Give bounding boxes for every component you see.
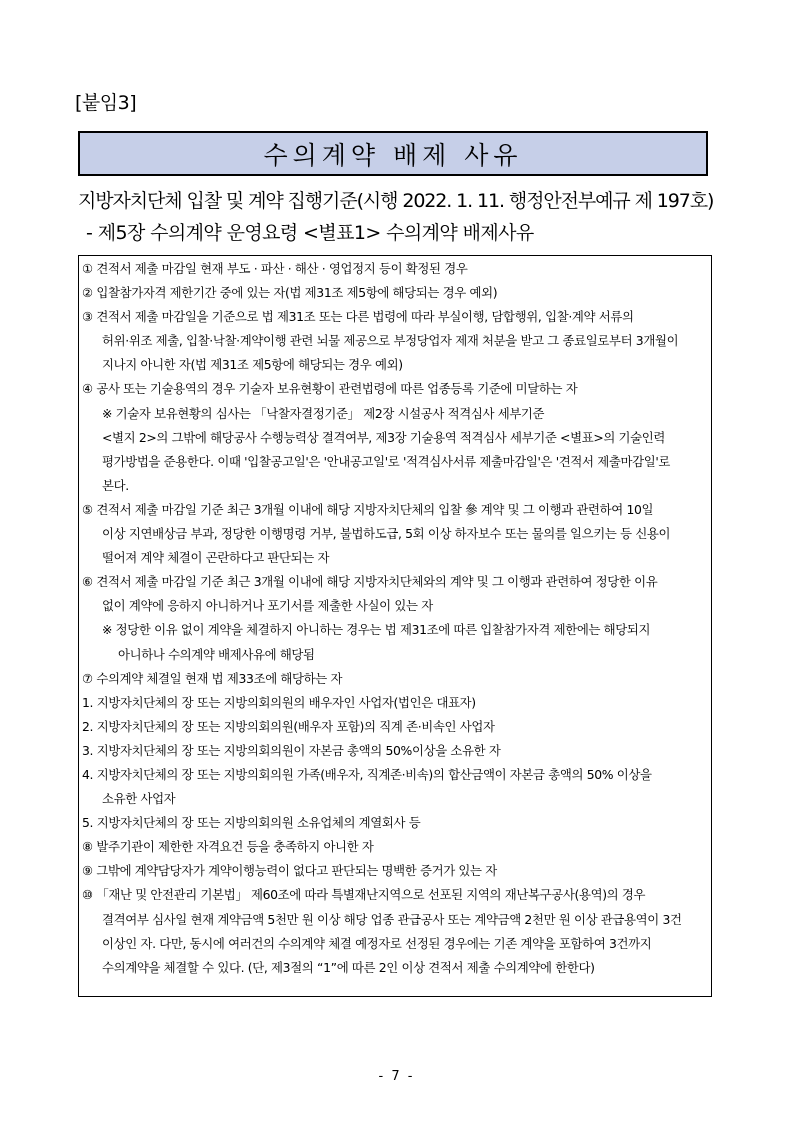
reason-line: 아니하나 수의계약 배제사유에 해당됨 [118,646,315,662]
reason-line: 허위·위조 제출, 입찰·낙찰·계약이행 관련 뇌물 제공으로 부정당업자 제재 처분을 받고 그 종료일로부터 3개월이 [102,333,679,349]
subtitle-line-2: - 제5장 수의계약 운영요령 <별표1> 수의계약 배제사유 [86,222,534,244]
reason-line: 본다. [102,477,129,493]
attachment-label: [붙임3] [75,92,137,114]
reason-line: 없이 계약에 응하지 아니하거나 포기서를 제출한 사실이 있는 자 [102,598,433,614]
subtitle-line-1: 지방자치단체 입찰 및 계약 집행기준(시행 2022. 1. 11. 행정안전부예규 제 197호) [78,190,714,212]
banner-title: 수의계약 배제 사유 [78,131,708,176]
exclusion-reasons-box [78,255,712,997]
reason-line: ⑤ 견적서 제출 마감일 기준 최근 3개월 이내에 해당 지방자치단체의 입찰 參 계약 및 그 이행과 관련하여 10일 [82,501,654,517]
reason-line: ⑧ 발주기관이 제한한 자격요건 등을 충족하지 아니한 자 [82,839,374,855]
reason-line: ※ 정당한 이유 없이 계약을 체결하지 아니하는 경우는 법 제31조에 따른 입찰참가자격 제한에는 해당되지 [102,622,651,638]
reason-line: 4. 지방자치단체의 장 또는 지방의회의원 가족(배우자, 직계존·비속)의 합산금액이 자본금 총액의 50% 이상을 [82,766,652,782]
reason-line: 소유한 사업자 [102,791,176,807]
reason-line: ⑩ 「재난 및 안전관리 기본법」 제60조에 따라 특별재난지역으로 선포된 지역의 재난복구공사(용역)의 경우 [82,887,646,903]
reason-line: 떨어져 계약 체결이 곤란하다고 판단되는 자 [102,550,330,566]
reason-line: ⑨ 그밖에 계약담당자가 계약이행능력이 없다고 판단되는 명백한 증거가 있는 자 [82,863,497,879]
reason-line: <별지 2>의 그밖에 해당공사 수행능력상 결격여부, 제3장 기술용역 적격심사 세부기준 <별표>의 기술인력 [102,429,666,445]
reason-line: 5. 지방자치단체의 장 또는 지방의회의원 소유업체의 계열회사 등 [82,815,421,831]
reason-line: 결격여부 심사일 현재 계약금액 5천만 원 이상 해당 업종 관급공사 또는 계약금액 2천만 원 이상 관급용역이 3건 [102,911,682,927]
reason-line: 1. 지방자치단체의 장 또는 지방의회의원의 배우자인 사업자(법인은 대표자) [82,694,476,710]
reason-line: ④ 공사 또는 기술용역의 경우 기술자 보유현황이 관련법령에 따른 업종등록 기준에 미달하는 자 [82,381,578,397]
reason-line: 이상인 자. 다만, 동시에 여러건의 수의계약 체결 예정자로 선정된 경우에는 기존 계약을 포함하여 3건까지 [102,935,652,951]
reason-line: 지나지 아니한 자(법 제31조 제5항에 해당되는 경우 예외) [102,357,403,373]
reason-line: ⑦ 수의계약 체결일 현재 법 제33조에 해당하는 자 [82,670,343,686]
reason-line: 2. 지방자치단체의 장 또는 지방의회의원(배우자 포함)의 직계 존·비속인 사업자 [82,718,495,734]
page-number: - 7 - [378,1069,415,1084]
reason-line: ① 견적서 제출 마감일 현재 부도 · 파산 · 해산 · 영업정지 등이 확정된 경우 [82,261,468,276]
reason-line: 이상 지연배상금 부과, 정당한 이행명령 거부, 불법하도급, 5회 이상 하자보수 또는 물의를 일으키는 등 신용이 [102,526,671,542]
reason-line: 수의계약을 체결할 수 있다. (단, 제3절의 “1”에 따른 2인 이상 견적서 제출 수의계약에 한한다) [102,959,595,975]
reason-line: 3. 지방자치단체의 장 또는 지방의회의원이 자본금 총액의 50%이상을 소유한 자 [82,742,501,758]
reason-line: ※ 기술자 보유현황의 심사는 「낙찰자결정기준」 제2장 시설공사 적격심사 세부기준 [102,405,545,421]
reason-line: ⑥ 견적서 제출 마감일 기준 최근 3개월 이내에 해당 지방자치단체와의 계약 및 그 이행과 관련하여 정당한 이유 [82,574,658,590]
reason-line: ② 입찰참가자격 제한기간 중에 있는 자(법 제31조 제5항에 해당되는 경우 예외) [82,285,498,301]
reason-line: ③ 견적서 제출 마감일을 기준으로 법 제31조 또는 다른 법령에 따라 부실이행, 담합행위, 입찰·계약 서류의 [82,309,634,325]
reason-line: 평가방법을 준용한다. 이때 '입찰공고일'은 '안내공고일'로 '적격심사서류 제출마감일'은 '견적서 제출마감일'로 [102,453,670,469]
